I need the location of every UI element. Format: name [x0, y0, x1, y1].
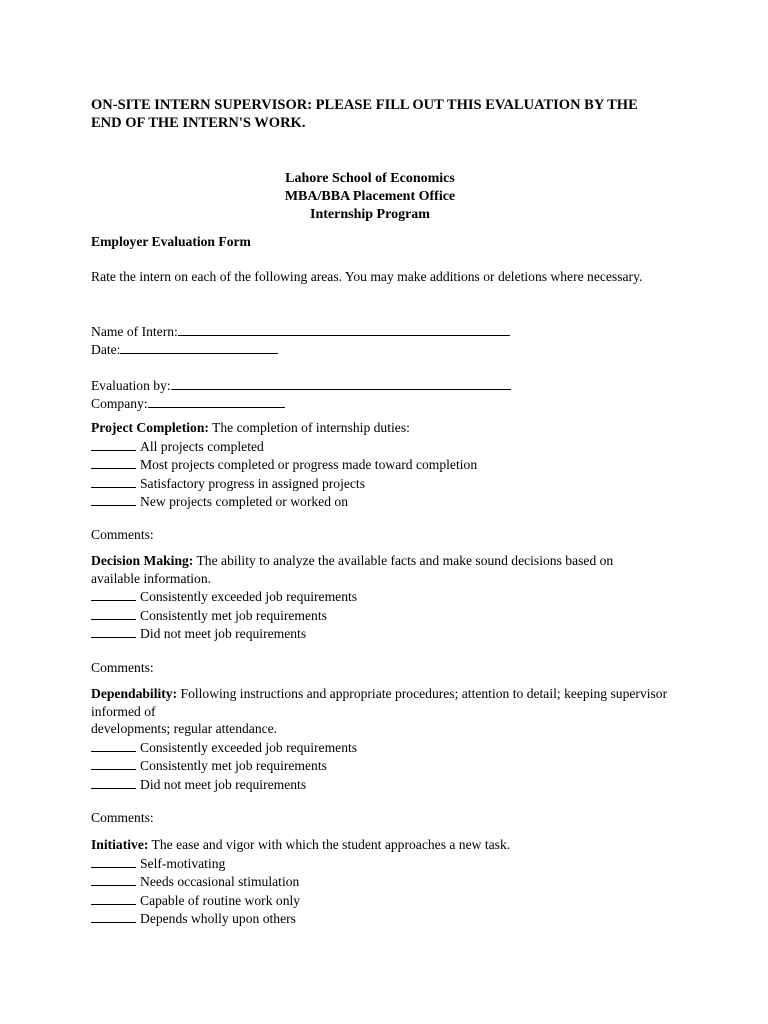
option-label: Did not meet job requirements [140, 776, 307, 792]
section-description: The ability to analyze the available facts and make sound decisions based on available information. [91, 553, 614, 586]
rating-blank[interactable] [91, 624, 136, 638]
option-row[interactable] [91, 455, 651, 474]
option-row[interactable] [91, 909, 651, 928]
option-row[interactable] [91, 474, 651, 493]
option-label: New projects completed or worked on [140, 494, 348, 510]
company-line[interactable] [148, 394, 285, 408]
intern-name-line[interactable] [178, 322, 510, 336]
option-row[interactable] [91, 587, 651, 606]
section-heading [91, 685, 671, 720]
comments-label: Comments: [91, 527, 154, 542]
comments-label: Comments: [91, 660, 154, 675]
section-title: Project Completion: [91, 420, 209, 435]
supervisor-notice: ON-SITE INTERN SUPERVISOR: PLEASE FILL OUT THIS EVALUATION BY THE END OF THE INTERN'S WORK. [91, 97, 638, 131]
section-heading [91, 552, 651, 587]
option-label: Consistently met job requirements [140, 758, 327, 774]
option-label: Depends wholly upon others [140, 911, 296, 927]
school-name: Lahore School of Economics [285, 171, 455, 186]
rating-blank[interactable] [91, 775, 136, 789]
section-dependability [91, 685, 671, 794]
rating-blank[interactable] [91, 909, 136, 923]
rating-blank[interactable] [91, 738, 136, 752]
intern-name-field[interactable] [91, 322, 510, 341]
date-field[interactable] [91, 340, 278, 359]
option-row[interactable] [91, 606, 651, 625]
section-heading [91, 836, 651, 854]
section-description: The completion of internship duties: [208, 420, 410, 435]
option-row[interactable] [91, 624, 651, 643]
section-description: The ease and vigor with which the student approaches a new task. [148, 837, 511, 852]
option-label: Self-motivating [140, 855, 226, 871]
date-label: Date: [91, 342, 121, 357]
option-row[interactable] [91, 492, 651, 511]
option-row[interactable] [91, 854, 651, 873]
option-label: All projects completed [140, 438, 264, 454]
section-description: Following instructions and appropriate procedures; attention to detail; keeping supervisor informed of [91, 686, 668, 719]
rating-blank[interactable] [91, 437, 136, 451]
company-field[interactable] [91, 394, 285, 413]
section-initiative [91, 836, 651, 928]
rating-blank[interactable] [91, 474, 136, 488]
option-label: Most projects completed or progress made toward completion [140, 457, 478, 473]
rating-blank[interactable] [91, 854, 136, 868]
section-project-completion [91, 419, 651, 511]
section-decision-making [91, 552, 651, 643]
form-title: Employer Evaluation Form [91, 234, 251, 249]
rating-blank[interactable] [91, 587, 136, 601]
rating-blank[interactable] [91, 872, 136, 886]
option-row[interactable] [91, 775, 671, 794]
option-row[interactable] [91, 738, 671, 757]
option-row[interactable] [91, 756, 671, 775]
rating-blank[interactable] [91, 891, 136, 905]
section-heading [91, 419, 651, 437]
evaluation-by-field[interactable] [91, 376, 511, 395]
option-label: Consistently met job requirements [140, 607, 327, 623]
instructions: Rate the intern on each of the following areas. You may make additions or deletions where necessary. [91, 269, 643, 284]
intern-name-label: Name of Intern: [91, 324, 178, 339]
option-label: Satisfactory progress in assigned projects [140, 475, 366, 491]
option-label: Consistently exceeded job requirements [140, 739, 358, 755]
date-line[interactable] [120, 340, 278, 354]
option-label: Needs occasional stimulation [140, 874, 300, 890]
option-label: Consistently exceeded job requirements [140, 589, 358, 605]
company-label: Company: [91, 396, 148, 411]
office-name: MBA/BBA Placement Office [284, 189, 456, 204]
option-label: Capable of routine work only [140, 892, 301, 908]
option-row[interactable] [91, 437, 651, 456]
section-title: Initiative: [91, 837, 149, 852]
section-description-continued: developments; regular attendance. [91, 721, 278, 737]
evaluation-by-label: Evaluation by: [91, 378, 171, 393]
rating-blank[interactable] [91, 606, 136, 620]
option-label: Did not meet job requirements [140, 626, 307, 642]
comments-label: Comments: [91, 810, 154, 825]
option-row[interactable] [91, 891, 651, 910]
rating-blank[interactable] [91, 455, 136, 469]
section-title: Decision Making: [91, 553, 194, 568]
section-title: Dependability: [91, 686, 178, 701]
rating-blank[interactable] [91, 492, 136, 506]
option-row[interactable] [91, 872, 651, 891]
evaluation-by-line[interactable] [171, 376, 511, 390]
rating-blank[interactable] [91, 756, 136, 770]
program-name: Internship Program [310, 207, 430, 222]
